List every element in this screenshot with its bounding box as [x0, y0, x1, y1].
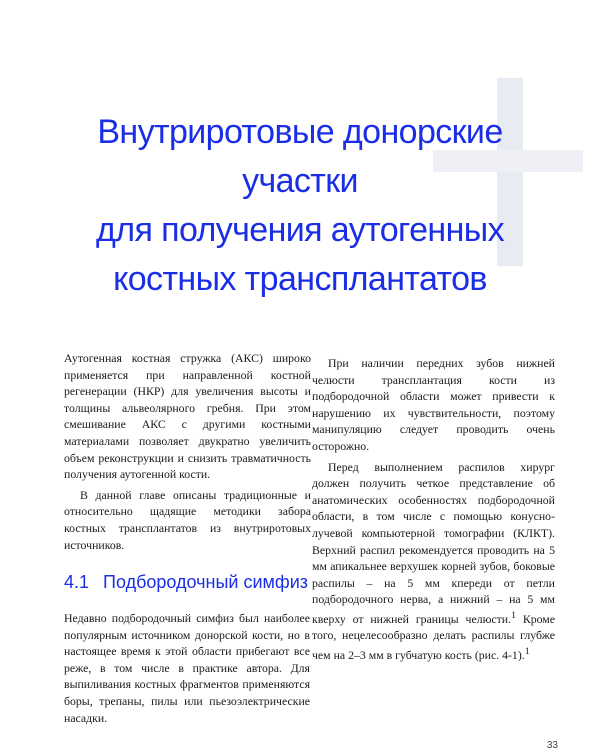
left-column: [64, 350, 311, 553]
right-column: [312, 355, 555, 664]
chapter-title-line: для получения аутогенных: [96, 211, 504, 249]
page-number: 33: [546, 740, 558, 751]
intro-paragraph: Аутогенная костная стружка (АКС) широко применяется при направленной костной регенерации (НКР) для увеличения высоты и толщины альвеолярного гребня. При этом смешивание АКС с другими костными материалами позволяет двукратно увеличить объем реконструкции и снизить травматичность получения аутогенной кости.: [64, 351, 311, 482]
chapter-title-line: костных трансплантатов: [113, 260, 487, 298]
body-paragraph: [312, 459, 555, 664]
footnote-ref: 1: [511, 609, 516, 621]
body-paragraph: При наличии передних зубов нижней челюсти трансплантация кости из подбородочной области может привести к нарушению их чувствительности, поэтому манипуляцию следует проводить очень осторожно.: [312, 356, 555, 453]
body-text: Перед выполнением распилов хирург должен получить четкое представление об анатомических особенностях подбородочной области, в том числе с помощью конусно-лучевой компьютерной томографии (КЛКТ). Верхний распил рекомендуется проводить на 5 мм апикальнее верхушек корней зубов, боковые распилы – на 5 мм кпереди от петли подбородочного нерва, а нижний – на 5 мм кверху от нижней границы челюсти.: [312, 459, 555, 626]
footnote-ref: 1: [524, 646, 530, 658]
section-number: 4.1: [64, 572, 90, 592]
body-text: Кроме того, нецелесообразно делать распилы глубже чем на 2–3 мм в губчатую кость (рис. 4-1).: [312, 611, 555, 662]
section-heading: [64, 570, 314, 594]
chapter-title: [40, 108, 560, 304]
intro-paragraph: В данной главе описаны традиционные и относительно щадящие методики забора костных трансплантатов из внутриротовых источников.: [64, 487, 311, 552]
section-paragraph: Недавно подбородочный симфиз был наиболее популярным источником донорской кости, но в настоящее время к этой области прибегают все реже, в том числе в практике автора. Для выпиливания костных фрагментов применяются боры, трепаны, пилы или пьезоэлектрические насадки.: [64, 611, 310, 725]
section-title: Подбородочный симфиз: [103, 572, 309, 592]
chapter-title-line: Внутриротовые донорские участки: [97, 113, 503, 200]
